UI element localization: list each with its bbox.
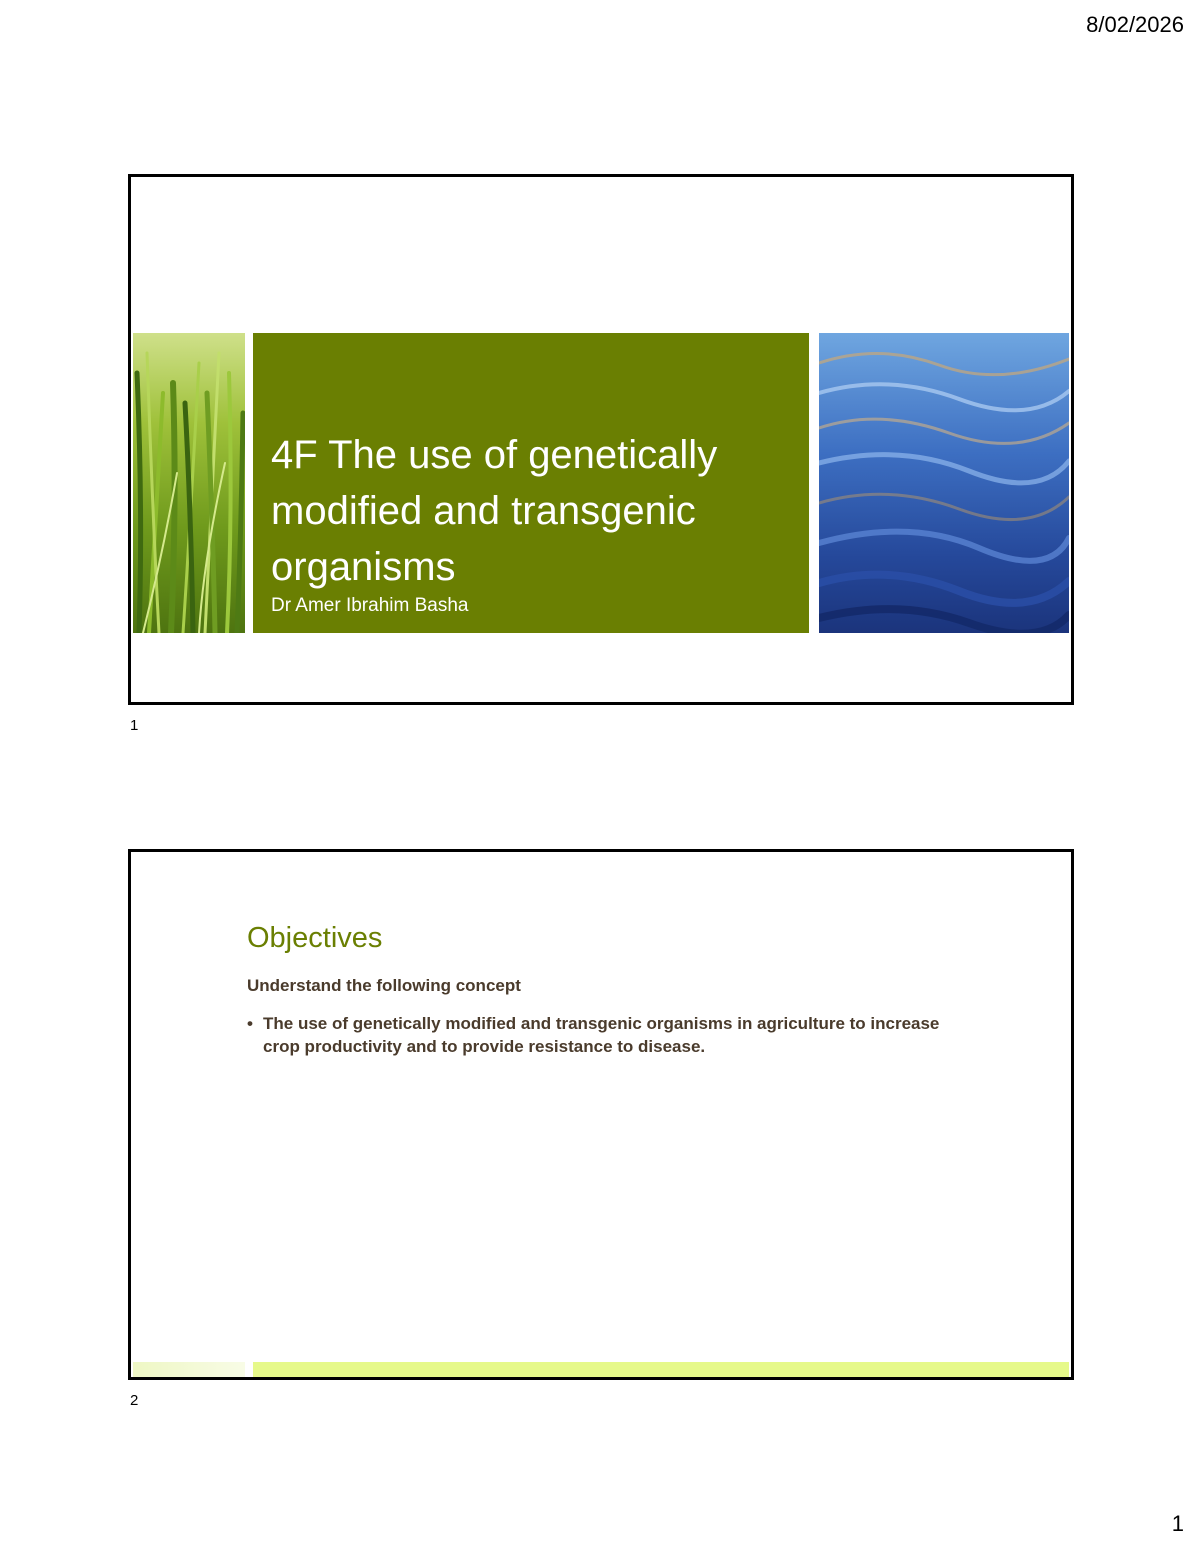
- slide-1: [128, 174, 1074, 705]
- bullet-item: [247, 1012, 963, 1058]
- bullet-marker: •: [247, 1014, 253, 1033]
- grass-photo: [133, 333, 245, 633]
- bullet-text: The use of genetically modified and transgenic organisms in agriculture to increase crop productivity and to provide resistance to disease.: [263, 1014, 940, 1056]
- water-illustration: [819, 333, 1069, 633]
- slide-title: 4F The use of genetically modified and transgenic organisms: [271, 433, 718, 589]
- page-number: 1: [1171, 1511, 1184, 1536]
- accent-bar-right: [253, 1362, 1069, 1377]
- slide-number-2: 2: [130, 1392, 139, 1409]
- accent-bar-left: [133, 1362, 245, 1377]
- author-name: Dr Amer Ibrahim Basha: [271, 595, 469, 616]
- grass-illustration: [133, 333, 245, 633]
- water-photo: [819, 333, 1069, 633]
- title-panel: [253, 333, 809, 633]
- slide-2: [128, 849, 1074, 1380]
- objectives-heading: Objectives: [247, 922, 383, 954]
- objectives-subheading: Understand the following concept: [247, 976, 521, 995]
- slide-number-1: 1: [130, 717, 139, 734]
- date-label: 8/02/2026: [1086, 12, 1184, 37]
